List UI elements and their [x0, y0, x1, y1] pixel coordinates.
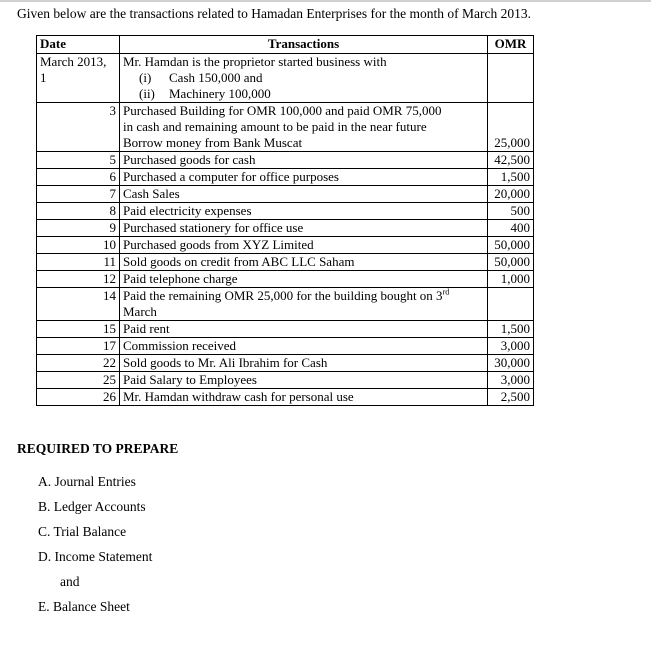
row-transaction	[120, 152, 488, 169]
row-transaction: Mr. Hamdan is the proprietor started business with (i) Cash 150,000 and (ii) Machinery 100,000	[120, 54, 488, 103]
required-item: C. Trial Balance	[38, 524, 127, 539]
row-date: 8	[37, 203, 120, 220]
header-date: Date	[37, 36, 120, 54]
row-transaction	[120, 237, 488, 254]
table-row	[37, 237, 534, 254]
row-amount-line: 1,000	[500, 271, 530, 286]
row-date: 14	[37, 288, 120, 321]
row-amount: 1,500	[488, 321, 534, 338]
row-transaction	[120, 220, 488, 237]
table-row	[37, 254, 534, 271]
row-transaction	[120, 254, 488, 271]
row-amount-line: 50,000	[494, 254, 530, 269]
row-amount: 2,500	[488, 389, 534, 406]
row-transaction: Commission received	[120, 338, 488, 355]
sub-item: (i) Cash 150,000 and	[139, 70, 263, 85]
row-amount	[488, 54, 534, 103]
row-transaction: Sold goods to Mr. Ali Ibrahim for Cash	[120, 355, 488, 372]
table-row	[37, 103, 534, 152]
row-amount	[488, 203, 534, 220]
row-amount	[488, 103, 534, 152]
row-amount-line	[491, 119, 530, 135]
row-transaction-line: Cash Sales	[123, 186, 180, 201]
top-rule	[0, 0, 651, 2]
row-transaction-line: Purchased stationery for office use	[123, 220, 304, 235]
row-date: 7	[37, 186, 120, 203]
row-date: March 2013, 1	[37, 54, 120, 103]
row-date: 22	[37, 355, 120, 372]
row-transaction-line: Sold goods on credit from ABC LLC Saham	[123, 254, 355, 269]
table-row	[37, 54, 534, 103]
row-transaction	[120, 103, 488, 152]
row-date: 5	[37, 152, 120, 169]
row-date: 3	[37, 103, 120, 152]
row-date: 9	[37, 220, 120, 237]
row-transaction: Mr. Hamdan withdraw cash for personal use	[120, 389, 488, 406]
row-amount-line: 1,500	[500, 169, 530, 184]
row-amount: 30,000	[488, 355, 534, 372]
header-transactions: Transactions	[120, 36, 488, 54]
row-amount-line: 20,000	[494, 186, 530, 201]
row-transaction: Paid the remaining OMR 25,000 for the building bought on 3rd March	[120, 288, 488, 321]
row-transaction: Paid Salary to Employees	[120, 372, 488, 389]
row-transaction-line: in cash and remaining amount to be paid in the near future	[123, 119, 427, 134]
row-amount	[488, 288, 534, 321]
required-item: A. Journal Entries	[38, 474, 136, 489]
row-amount: 3,000	[488, 372, 534, 389]
row-transaction	[120, 169, 488, 186]
row-amount	[488, 237, 534, 254]
table-row	[37, 271, 534, 288]
row-amount: 3,000	[488, 338, 534, 355]
required-title: REQUIRED TO PREPARE	[17, 441, 179, 456]
row-transaction-line: Paid electricity expenses	[123, 203, 252, 218]
table-row	[37, 220, 534, 237]
required-item: B. Ledger Accounts	[38, 499, 146, 514]
transactions-table	[36, 35, 534, 406]
row-amount-line: 500	[510, 203, 530, 218]
row-amount	[488, 271, 534, 288]
table-row	[37, 152, 534, 169]
row-transaction-line: Paid telephone charge	[123, 271, 238, 286]
row-amount	[488, 254, 534, 271]
row-date: 12	[37, 271, 120, 288]
row-transaction-line: Purchased goods for cash	[123, 152, 256, 167]
row-amount	[488, 152, 534, 169]
intro-text: Given below are the transactions related to Hamadan Enterprises for the month of March 2013.	[17, 6, 531, 21]
row-transaction	[120, 203, 488, 220]
row-date: 6	[37, 169, 120, 186]
sub-item: (ii) Machinery 100,000	[139, 86, 271, 101]
row-transaction	[120, 271, 488, 288]
required-list	[38, 474, 152, 624]
table-row	[37, 355, 534, 372]
row-amount-line: 25,000	[494, 135, 530, 150]
row-date: 10	[37, 237, 120, 254]
row-amount-line: 50,000	[494, 237, 530, 252]
row-amount-line	[491, 103, 530, 119]
row-amount	[488, 220, 534, 237]
row-amount	[488, 169, 534, 186]
row-date: 17	[37, 338, 120, 355]
row-amount-line: 400	[510, 220, 530, 235]
row-transaction	[120, 186, 488, 203]
row-transaction-line: Purchased a computer for office purposes	[123, 169, 339, 184]
header-omr: OMR	[488, 36, 534, 54]
table-header-row	[37, 36, 534, 54]
row-transaction-line: Borrow money from Bank Muscat	[123, 135, 303, 150]
row-date: 15	[37, 321, 120, 338]
table-row	[37, 321, 534, 338]
table-row	[37, 389, 534, 406]
required-item: E. Balance Sheet	[38, 599, 130, 614]
row-transaction-line: Purchased Building for OMR 100,000 and paid OMR 75,000	[123, 103, 442, 118]
row-transaction: Paid rent	[120, 321, 488, 338]
row-date: 11	[37, 254, 120, 271]
required-item: D. Income Statement	[38, 549, 153, 564]
row-amount	[488, 186, 534, 203]
table-row	[37, 372, 534, 389]
table-row	[37, 338, 534, 355]
table-row	[37, 169, 534, 186]
table-row	[37, 288, 534, 321]
row-date: 25	[37, 372, 120, 389]
row-date: 26	[37, 389, 120, 406]
table-row	[37, 203, 534, 220]
row-amount-line: 42,500	[494, 152, 530, 167]
required-item-and: and	[60, 574, 80, 589]
table-row	[37, 186, 534, 203]
row-transaction-line: Purchased goods from XYZ Limited	[123, 237, 314, 252]
